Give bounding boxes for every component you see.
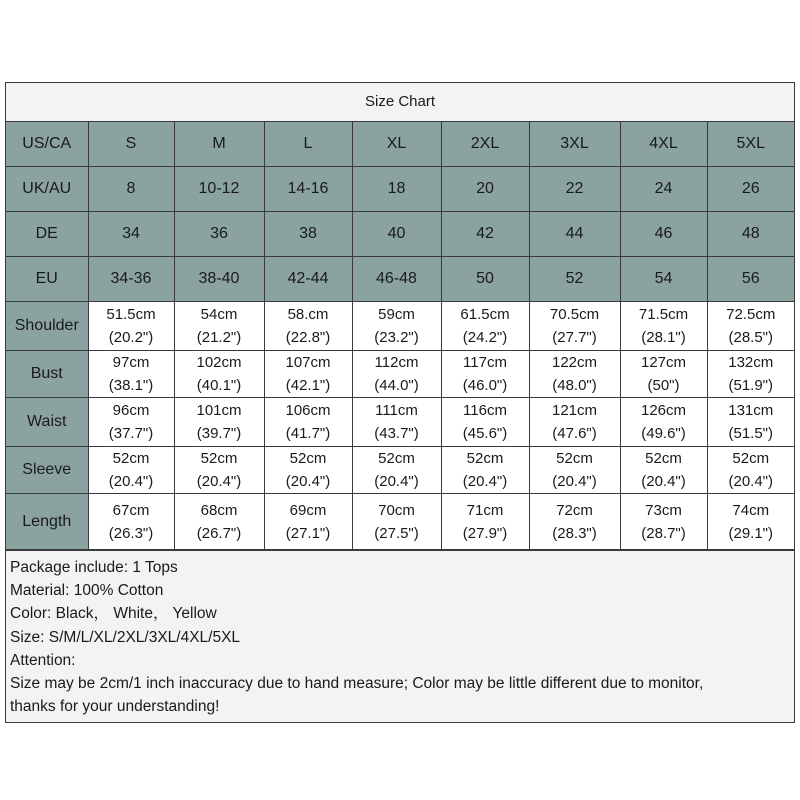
measurement-inch: (29.1") bbox=[728, 524, 773, 542]
size-cell: 8 bbox=[88, 167, 174, 212]
size-cell: 42-44 bbox=[264, 257, 352, 302]
measurement-cell bbox=[174, 302, 264, 351]
measurement-inch: (49.6") bbox=[641, 425, 686, 442]
measurement-cell bbox=[707, 351, 794, 398]
size-cell: 48 bbox=[707, 212, 794, 257]
measurement-inch: (20.4") bbox=[108, 473, 154, 490]
measurement-row bbox=[6, 398, 794, 447]
note-line: Package include: 1 Tops bbox=[10, 559, 178, 576]
measurement-cm: 54cm bbox=[200, 306, 238, 323]
measurement-cell bbox=[441, 398, 529, 447]
measurement-cell bbox=[441, 351, 529, 398]
measurement-inch: (48.0") bbox=[552, 377, 597, 394]
measurement-inch: (26.3") bbox=[108, 524, 154, 542]
size-chart-table bbox=[6, 122, 794, 550]
measurement-cell bbox=[441, 447, 529, 494]
measurement-inch: (50") bbox=[647, 377, 680, 394]
measurement-cm: 67cm bbox=[112, 501, 150, 519]
measurement-cell bbox=[529, 494, 620, 550]
note-line: Material: 100% Cotton bbox=[10, 582, 164, 600]
size-chart-sheet bbox=[5, 82, 795, 723]
measurement-cm: 116cm bbox=[463, 402, 507, 419]
measurement-label: Length bbox=[6, 494, 88, 550]
measurement-row bbox=[6, 447, 794, 494]
measurement-inch: (20.4") bbox=[462, 473, 508, 490]
size-cell: 40 bbox=[352, 212, 441, 257]
measurement-row bbox=[6, 351, 794, 398]
size-row bbox=[6, 122, 794, 167]
measurement-cm: 101cm bbox=[196, 402, 242, 419]
measurement-inch: (44.0") bbox=[374, 377, 419, 394]
size-cell: 3XL bbox=[529, 122, 620, 167]
measurement-cell bbox=[441, 302, 529, 351]
measurement-inch: (20.4") bbox=[552, 473, 597, 490]
measurement-cell bbox=[707, 302, 794, 351]
measurement-cell bbox=[529, 351, 620, 398]
size-cell: 5XL bbox=[707, 122, 794, 167]
measurement-row bbox=[6, 494, 794, 550]
measurement-cm: 70.5cm bbox=[549, 306, 600, 323]
note-line: Size: S/M/L/XL/2XL/3XL/4XL/5XL bbox=[10, 628, 241, 646]
size-cell: 4XL bbox=[620, 122, 707, 167]
product-notes bbox=[6, 550, 794, 722]
measurement-inch: (51.9") bbox=[728, 377, 773, 394]
measurement-cell bbox=[620, 302, 707, 351]
size-cell: 10-12 bbox=[174, 167, 264, 212]
measurement-cell bbox=[352, 447, 441, 494]
size-row bbox=[6, 212, 794, 257]
measurement-cell bbox=[264, 398, 352, 447]
measurement-cm: 52cm bbox=[378, 450, 415, 467]
measurement-cell bbox=[441, 494, 529, 550]
measurement-cm: 52cm bbox=[645, 450, 682, 467]
size-cell: XL bbox=[352, 122, 441, 167]
size-cell: 38-40 bbox=[174, 257, 264, 302]
size-cell: L bbox=[264, 122, 352, 167]
measurement-inch: (23.2") bbox=[374, 329, 419, 346]
measurement-cm: 112cm bbox=[374, 354, 419, 371]
size-cell: M bbox=[174, 122, 264, 167]
measurement-cell bbox=[620, 351, 707, 398]
measurement-cm: 97cm bbox=[112, 354, 150, 371]
measurement-inch: (28.5") bbox=[728, 329, 773, 346]
measurement-cm: 131cm bbox=[728, 402, 774, 419]
measurement-cell bbox=[529, 447, 620, 494]
measurement-inch: (20.4") bbox=[641, 473, 686, 490]
measurement-cell bbox=[174, 494, 264, 550]
measurement-cell bbox=[174, 447, 264, 494]
measurement-cm: 102cm bbox=[196, 354, 242, 371]
size-cell: 50 bbox=[441, 257, 529, 302]
measurement-cm: 96cm bbox=[112, 402, 150, 419]
measurement-inch: (22.8") bbox=[285, 329, 331, 346]
measurement-cell bbox=[264, 351, 352, 398]
measurement-cm: 69cm bbox=[289, 501, 327, 519]
measurement-cell bbox=[620, 494, 707, 550]
measurement-cm: 52cm bbox=[466, 450, 504, 467]
measurement-cell bbox=[88, 302, 174, 351]
size-cell: 46 bbox=[620, 212, 707, 257]
measurement-cell bbox=[529, 302, 620, 351]
measurement-cell bbox=[264, 447, 352, 494]
measurement-cm: 122cm bbox=[551, 354, 598, 371]
measurement-cell bbox=[174, 398, 264, 447]
measurement-inch: (27.9") bbox=[462, 524, 508, 542]
measurement-cell bbox=[352, 398, 441, 447]
measurement-inch: (20.4") bbox=[728, 473, 773, 490]
measurement-cm: 71cm bbox=[466, 501, 504, 519]
measurement-cell bbox=[88, 494, 174, 550]
measurement-label: Sleeve bbox=[6, 447, 88, 494]
note-line: Attention: bbox=[10, 651, 76, 669]
measurement-inch: (20.4") bbox=[285, 473, 331, 490]
measurement-cell bbox=[620, 398, 707, 447]
measurement-cm: 58.cm bbox=[287, 306, 329, 323]
measurement-cm: 117cm bbox=[463, 354, 507, 371]
measurement-inch: (26.7") bbox=[196, 524, 242, 542]
measurement-inch: (20.4") bbox=[196, 473, 242, 490]
size-cell: 2XL bbox=[441, 122, 529, 167]
measurement-cm: 51.5cm bbox=[106, 306, 156, 323]
note-line: thanks for your understanding! bbox=[10, 698, 220, 716]
measurement-inch: (27.7") bbox=[552, 329, 597, 346]
size-cell: 22 bbox=[529, 167, 620, 212]
size-cell: 34 bbox=[88, 212, 174, 257]
measurement-inch: (41.7") bbox=[285, 425, 331, 442]
measurement-inch: (28.1") bbox=[641, 329, 686, 346]
measurement-cm: 52cm bbox=[289, 450, 327, 467]
size-cell: 38 bbox=[264, 212, 352, 257]
measurement-cm: 71.5cm bbox=[638, 306, 689, 323]
measurement-cm: 52cm bbox=[200, 450, 238, 467]
measurement-cm: 132cm bbox=[728, 354, 774, 371]
measurement-cell bbox=[620, 447, 707, 494]
measurement-label: Shoulder bbox=[6, 302, 88, 351]
measurement-cm: 61.5cm bbox=[460, 306, 510, 323]
measurement-cell bbox=[88, 351, 174, 398]
size-cell: 34-36 bbox=[88, 257, 174, 302]
measurement-cm: 68cm bbox=[200, 501, 238, 519]
measurement-cell bbox=[529, 398, 620, 447]
note-line: Size may be 2cm/1 inch inaccuracy due to hand measure; Color may be little different due to monitor, bbox=[10, 675, 704, 693]
measurement-cell bbox=[88, 398, 174, 447]
measurement-inch: (45.6") bbox=[462, 425, 508, 442]
measurement-cm: 127cm bbox=[640, 354, 687, 371]
measurement-inch: (42.1") bbox=[285, 377, 331, 394]
size-row bbox=[6, 257, 794, 302]
measurement-inch: (37.7") bbox=[108, 425, 154, 442]
measurement-inch: (51.5") bbox=[728, 425, 773, 442]
measurement-label: Waist bbox=[6, 398, 88, 447]
measurement-inch: (27.1") bbox=[285, 524, 331, 542]
measurement-cell bbox=[352, 494, 441, 550]
measurement-cm: 52cm bbox=[732, 450, 770, 467]
measurement-inch: (27.5") bbox=[374, 524, 419, 542]
measurement-inch: (28.3") bbox=[552, 524, 597, 542]
measurement-cm: 70cm bbox=[378, 501, 415, 519]
size-cell: 56 bbox=[707, 257, 794, 302]
measurement-cm: 52cm bbox=[112, 450, 150, 467]
measurement-cell bbox=[264, 494, 352, 550]
measurement-inch: (20.2") bbox=[108, 329, 154, 346]
size-cell: 20 bbox=[441, 167, 529, 212]
measurement-inch: (43.7") bbox=[374, 425, 419, 442]
measurement-inch: (24.2") bbox=[462, 329, 508, 346]
measurement-cm: 106cm bbox=[285, 402, 331, 419]
measurement-cm: 74cm bbox=[732, 501, 770, 519]
size-cell: 42 bbox=[441, 212, 529, 257]
measurement-cm: 126cm bbox=[640, 402, 687, 419]
size-chart-title: Size Chart bbox=[6, 83, 794, 122]
size-cell: 14-16 bbox=[264, 167, 352, 212]
row-label: US/CA bbox=[6, 122, 88, 167]
size-row bbox=[6, 167, 794, 212]
measurement-cell bbox=[352, 351, 441, 398]
measurement-cell bbox=[707, 494, 794, 550]
size-cell: 36 bbox=[174, 212, 264, 257]
size-cell: 18 bbox=[352, 167, 441, 212]
measurement-inch: (40.1") bbox=[196, 377, 242, 394]
measurement-cell bbox=[264, 302, 352, 351]
measurement-cm: 107cm bbox=[285, 354, 331, 371]
size-cell: 24 bbox=[620, 167, 707, 212]
note-line: Color: Black， White， Yellow bbox=[10, 605, 217, 623]
measurement-inch: (20.4") bbox=[374, 473, 419, 490]
measurement-cell bbox=[174, 351, 264, 398]
measurement-label: Bust bbox=[6, 351, 88, 398]
measurement-cm: 72.5cm bbox=[726, 306, 776, 323]
measurement-cm: 72cm bbox=[556, 501, 593, 519]
measurement-inch: (21.2") bbox=[196, 329, 242, 346]
measurement-cell bbox=[707, 398, 794, 447]
size-cell: S bbox=[88, 122, 174, 167]
size-cell: 54 bbox=[620, 257, 707, 302]
row-label: EU bbox=[6, 257, 88, 302]
measurement-cm: 52cm bbox=[556, 450, 593, 467]
measurement-cell bbox=[88, 447, 174, 494]
measurement-cm: 121cm bbox=[551, 402, 598, 419]
measurement-inch: (39.7") bbox=[196, 425, 242, 442]
measurement-cm: 59cm bbox=[378, 306, 415, 323]
measurement-cm: 111cm bbox=[375, 402, 418, 419]
row-label: DE bbox=[6, 212, 88, 257]
measurement-inch: (46.0") bbox=[462, 377, 508, 394]
measurement-cell bbox=[352, 302, 441, 351]
size-cell: 26 bbox=[707, 167, 794, 212]
row-label: UK/AU bbox=[6, 167, 88, 212]
size-cell: 52 bbox=[529, 257, 620, 302]
measurement-inch: (28.7") bbox=[641, 524, 686, 542]
measurement-inch: (38.1") bbox=[108, 377, 154, 394]
size-cell: 46-48 bbox=[352, 257, 441, 302]
measurement-inch: (47.6") bbox=[552, 425, 597, 442]
size-cell: 44 bbox=[529, 212, 620, 257]
measurement-row bbox=[6, 302, 794, 351]
measurement-cell bbox=[707, 447, 794, 494]
measurement-cm: 73cm bbox=[645, 501, 682, 519]
